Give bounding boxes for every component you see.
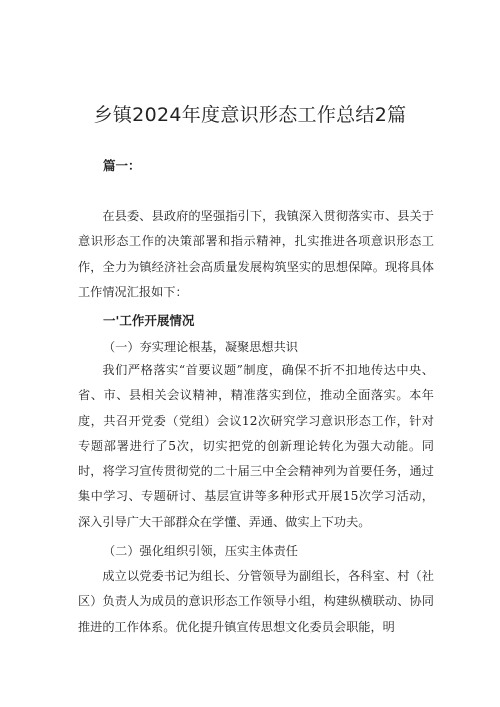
paragraph-organization: 成立以党委书记为组长、分管领导为副组长，各科室、村（社区）负责人为成员的意识形态工作领导小组，构建纵横联动、协同推进的工作体系。优化提升镇宣传思想文化委员会职能，明 [78,569,434,634]
section-label: 篇一： [103,158,141,173]
document-title: 乡镇2024年度意识形态工作总结2篇 [93,104,407,126]
intro-paragraph: 在县委、县政府的坚强指引下，我镇深入贯彻落实市、县关于意识形态工作的决策部署和指示精神，扎实推进各项意识形态工作，全力为镇经济社会高质量发展构筑坚实的思想保障。现将具体工作情况汇报如下： [78,209,434,299]
paragraph-theory: 我们严格落实“首要议题”制度，确保不折不扣地传达中央、省、市、县相关会议精神，精准落实到位，推动全面落实。本年度，共召开党委（党组）会议12次研究学习意识形态工作，针对专题部署进行了5次，切实把党的创新理论转化为强大动能。同时，将学习宣传贯彻党的二十届三中全会精神列为首要任务，通过集中学习、专题研讨、基层宣讲等多种形式开展15次学习活动，深入引导广大干部群众在学懂、弄通、做实上下功夫。 [78,363,434,529]
subheading-theory: （一）夯实理论根基，凝聚思想共识 [103,340,298,354]
subheading-organization: （二）强化组织引领，压实主体责任 [103,544,298,558]
heading-work-status: 一'工作开展情况 [103,313,195,328]
